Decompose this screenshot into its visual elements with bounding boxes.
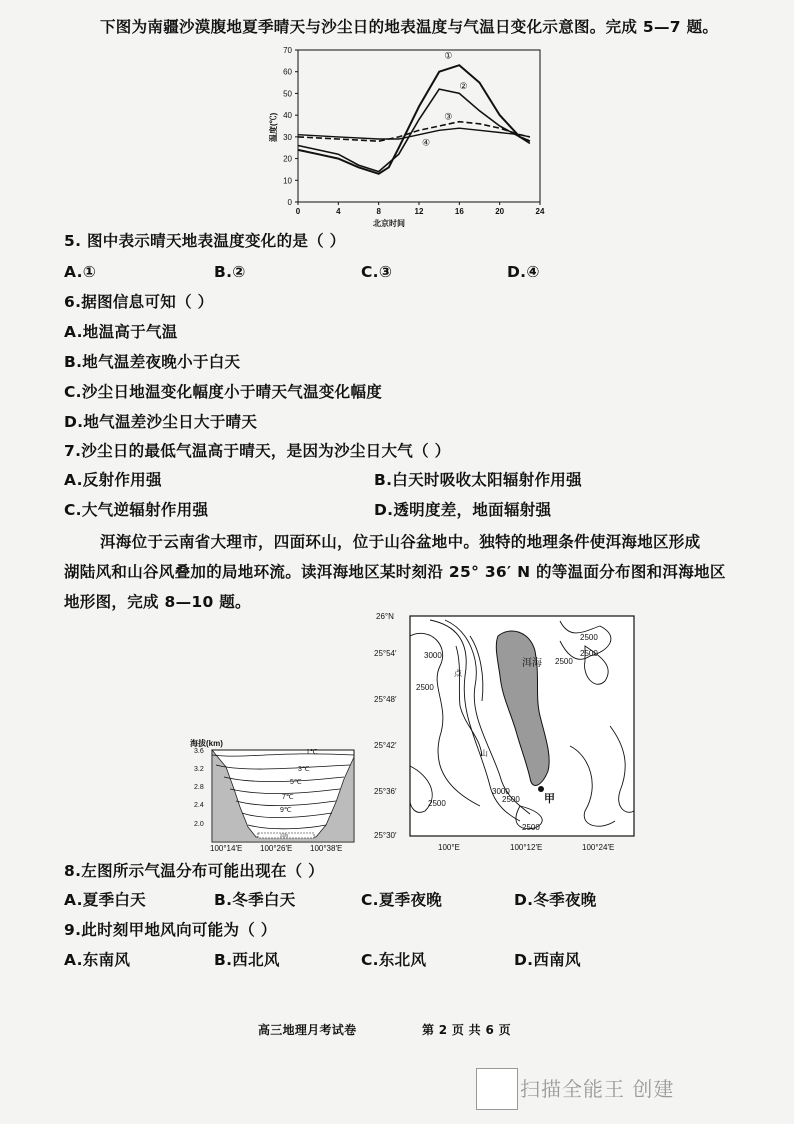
y-tick-label: 10 [283, 176, 292, 186]
footer-title: 高三地理月考试卷 [258, 1023, 357, 1037]
q5-stem: 5. 图中表示晴天地表温度变化的是（ ） [64, 232, 346, 250]
contour-2500-a: 2500 [416, 683, 434, 692]
q6-stem: 6.据图信息可知（ ） [64, 293, 214, 311]
q8-option-c: C.夏季夜晚 [361, 891, 443, 909]
point-label: 点 [454, 669, 462, 678]
y-tick-label: 20 [283, 154, 292, 164]
plot-frame [298, 50, 540, 202]
q8-stem: 8.左图所示气温分布可能出现在（ ） [64, 862, 324, 880]
cross-ytick-32: 3.2 [194, 766, 204, 773]
q9-option-a: A.东南风 [64, 951, 131, 969]
mountain-label: 山 [480, 749, 488, 758]
isotherm-label-3: 3℃ [298, 766, 310, 773]
contour-3000-a: 3000 [424, 651, 442, 660]
q7-option-c: C.大气逆辐射作用强 [64, 501, 209, 519]
curve-label-2: ② [459, 81, 468, 92]
q7-stem: 7.沙尘日的最低气温高于晴天，是因为沙尘日大气（ ） [64, 442, 451, 460]
y-tick-label: 40 [283, 111, 292, 121]
q6-option-c: C.沙尘日地温变化幅度小于晴天气温变化幅度 [64, 383, 383, 401]
series-line-2 [298, 89, 530, 172]
isotherm-label-5: 5℃ [290, 779, 302, 786]
passage-line-3: 地形图，完成 8—10 题。 [64, 593, 251, 611]
curve-label-4: ④ [422, 137, 431, 148]
series-line-1 [298, 65, 530, 174]
q9-option-c: C.东北风 [361, 951, 427, 969]
x-tick-label: 4 [336, 207, 341, 216]
q8-option-d: D.冬季夜晚 [514, 891, 597, 909]
lat-2530: 25°30′ [374, 831, 397, 840]
contour-2500-b: 2500 [580, 633, 598, 642]
lat-2536: 25°36′ [374, 787, 397, 796]
jia-label: 甲 [544, 793, 555, 805]
cross-ytick-24: 2.4 [194, 802, 204, 809]
q8-option-b: B.冬季白天 [214, 891, 296, 909]
q6-option-d: D.地气温差沙尘日大于晴天 [64, 413, 258, 431]
watermark: 扫描全能王 创建 [520, 1077, 675, 1101]
lat-2554: 25°54′ [374, 649, 397, 658]
lake-name: 洱海 [522, 658, 542, 669]
y-tick-label: 70 [283, 46, 292, 55]
contour-2500-f: 2500 [428, 799, 446, 808]
lake-label: 洱海 [280, 833, 288, 838]
y-axis-label: 温度(℃) [269, 112, 278, 142]
y-tick-label: 50 [283, 89, 292, 99]
lon-10012: 100°12′E [510, 843, 543, 852]
contour-3000-b: 3000 [492, 787, 510, 796]
erhai-topographic-map [370, 606, 640, 856]
y-tick-label: 0 [287, 198, 292, 207]
y-tick-label: 30 [283, 132, 292, 142]
y-tick-label: 60 [283, 67, 292, 77]
isotherm-label-7: 7℃ [282, 794, 294, 801]
cross-ytick-20: 2.0 [194, 821, 204, 828]
lon-100: 100°E [438, 843, 460, 852]
lat-26: 26°N [376, 612, 394, 621]
q8-option-a: A.夏季白天 [64, 891, 146, 909]
lon-10024: 100°24′E [582, 843, 615, 852]
cross-ylabel: 海拔(km) [190, 739, 223, 748]
intro-text: 下图为南疆沙漠腹地夏季晴天与沙尘日的地表温度与气温日变化示意图。完成 5—7 题。 [100, 18, 719, 36]
lat-2542: 25°42′ [374, 741, 397, 750]
q7-option-a: A.反射作用强 [64, 471, 162, 489]
contour-2500-e: 2500 [502, 795, 520, 804]
qr-code-icon [476, 1068, 518, 1110]
passage-line-1: 洱海位于云南省大理市，四面环山，位于山谷盆地中。独特的地理条件使洱海地区形成 [100, 533, 701, 551]
contour-2500-c: 2500 [555, 657, 573, 666]
cross-xtick-3: 100°38′E [310, 844, 343, 853]
q9-option-b: B.西北风 [214, 951, 280, 969]
q5-option-d: D.④ [507, 263, 540, 281]
q5-option-c: C.③ [361, 263, 393, 281]
x-tick-label: 8 [376, 207, 381, 216]
q7-option-b: B.白天时吸收太阳辐射作用强 [374, 471, 582, 489]
curve-label-1: ① [444, 50, 453, 61]
cross-ytick-36: 3.6 [194, 748, 204, 755]
x-axis-label: 北京时间 [373, 219, 405, 228]
cross-xtick-2: 100°26′E [260, 844, 293, 853]
passage-line-2: 湖陆风和山谷风叠加的局地环流。读洱海地区某时刻沿 25° 36′ N 的等温面分布图和洱海地区 [64, 563, 726, 581]
x-tick-label: 20 [495, 207, 505, 216]
contour-2500-d: 2500 [580, 649, 598, 658]
x-tick-label: 16 [454, 207, 464, 216]
q7-option-d: D.透明度差，地面辐射强 [374, 501, 552, 519]
q5-option-b: B.② [214, 263, 246, 281]
series-line-4 [298, 128, 530, 139]
q6-option-b: B.地气温差夜晚小于白天 [64, 353, 241, 371]
q6-option-a: A.地温高于气温 [64, 323, 178, 341]
curve-label-3: ③ [444, 111, 453, 122]
isotherm-label-9: 9℃ [280, 807, 292, 814]
x-tick-label: 12 [414, 207, 424, 216]
q9-stem: 9.此时刻甲地风向可能为（ ） [64, 921, 277, 939]
q5-option-a: A.① [64, 263, 97, 281]
isotherm-cross-section [186, 737, 376, 857]
isotherm-label-1: 1℃ [306, 749, 318, 756]
cross-xtick-1: 100°14′E [210, 844, 243, 853]
footer-page: 第 2 页 共 6 页 [422, 1023, 511, 1037]
x-tick-label: 0 [295, 207, 301, 216]
x-tick-label: 24 [535, 207, 545, 216]
cross-ytick-28: 2.8 [194, 784, 204, 791]
q9-option-d: D.西南风 [514, 951, 581, 969]
contour-2500-g: 2500 [522, 823, 540, 832]
lat-2548: 25°48′ [374, 695, 397, 704]
